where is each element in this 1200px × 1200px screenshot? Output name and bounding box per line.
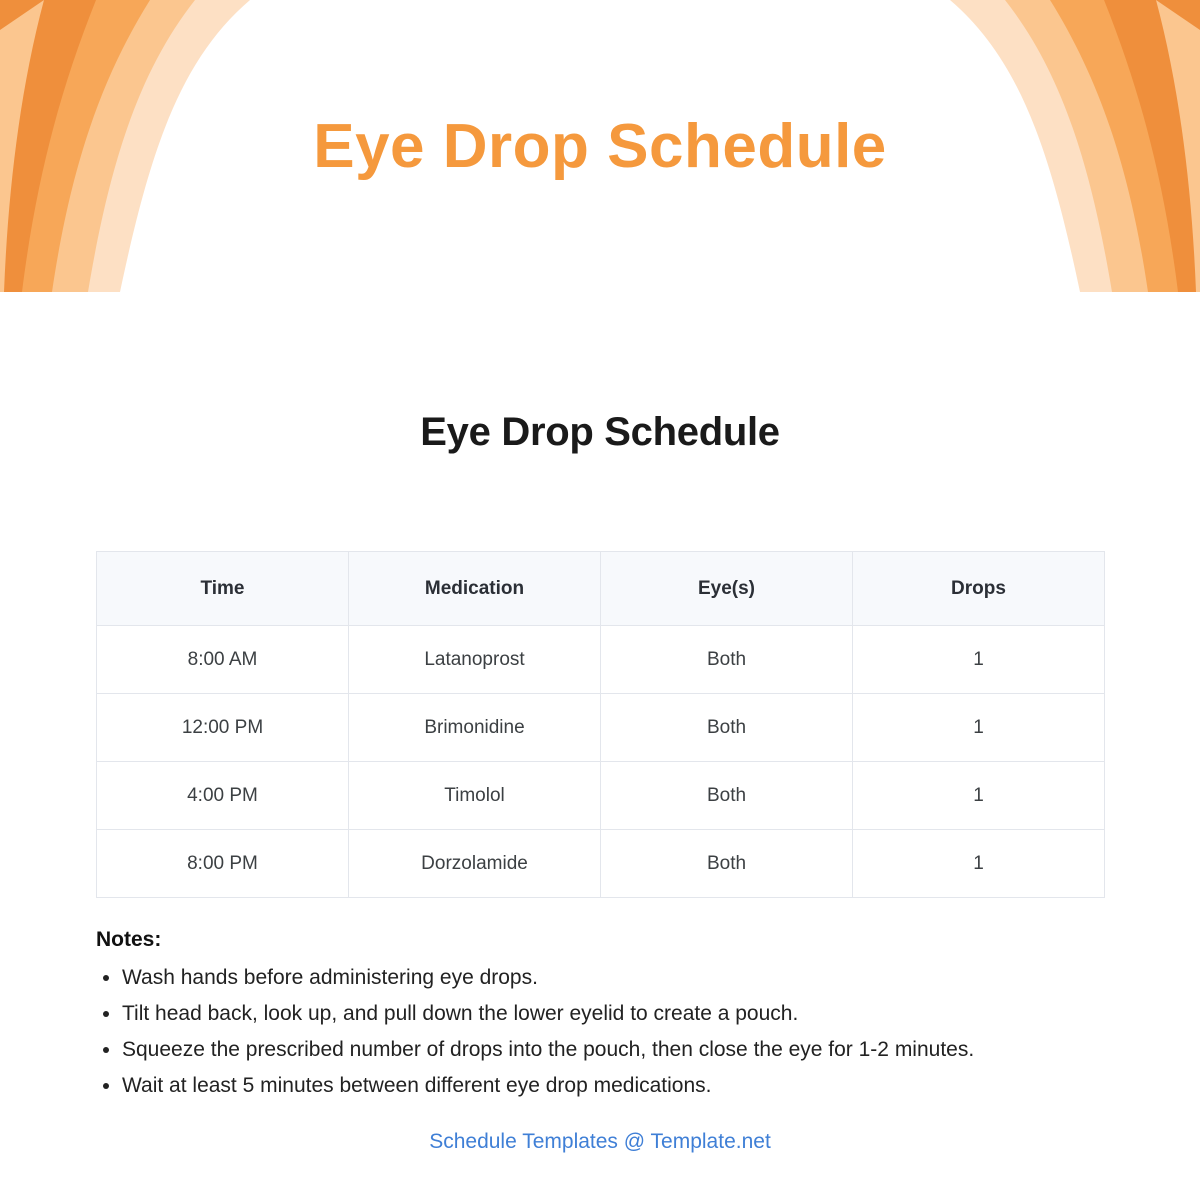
table-header-row — [97, 552, 1105, 626]
eye-drop-schedule-table — [96, 551, 1105, 898]
table-row — [97, 626, 1105, 694]
cell-medication: Dorzolamide — [349, 830, 601, 898]
column-header-time: Time — [97, 552, 349, 626]
cell-eyes: Both — [601, 626, 853, 694]
cell-drops: 1 — [853, 762, 1105, 830]
cell-time: 8:00 PM — [97, 830, 349, 898]
column-header-drops: Drops — [853, 552, 1105, 626]
cell-medication: Timolol — [349, 762, 601, 830]
cell-time: 12:00 PM — [97, 694, 349, 762]
page-title: Eye Drop Schedule — [420, 410, 780, 454]
notes-list — [96, 960, 1104, 1104]
banner-title: Eye Drop Schedule — [313, 111, 887, 181]
notes-heading: Notes: — [96, 928, 162, 951]
cell-time: 8:00 AM — [97, 626, 349, 694]
table-row — [97, 694, 1105, 762]
cell-drops: 1 — [853, 626, 1105, 694]
cell-eyes: Both — [601, 762, 853, 830]
cell-medication: Brimonidine — [349, 694, 601, 762]
cell-time: 4:00 PM — [97, 762, 349, 830]
cell-medication: Latanoprost — [349, 626, 601, 694]
list-item: • Wait at least 5 minutes between different eye drop medications. — [122, 1068, 1104, 1104]
column-header-eyes: Eye(s) — [601, 552, 853, 626]
list-item: • Squeeze the prescribed number of drops into the pouch, then close the eye for 1-2 minutes. — [122, 1032, 1104, 1068]
document-body — [0, 410, 1200, 1154]
list-item: • Tilt head back, look up, and pull down the lower eyelid to create a pouch. — [122, 996, 1104, 1032]
list-item: • Wash hands before administering eye drops. — [122, 960, 1104, 996]
column-header-medication: Medication — [349, 552, 601, 626]
cell-drops: 1 — [853, 830, 1105, 898]
footer — [96, 1130, 1104, 1154]
footer-link[interactable]: Schedule Templates @ Template.net — [429, 1130, 771, 1154]
cell-eyes: Both — [601, 694, 853, 762]
table-row — [97, 830, 1105, 898]
cell-eyes: Both — [601, 830, 853, 898]
header-banner — [0, 0, 1200, 292]
cell-drops: 1 — [853, 694, 1105, 762]
table-row — [97, 762, 1105, 830]
